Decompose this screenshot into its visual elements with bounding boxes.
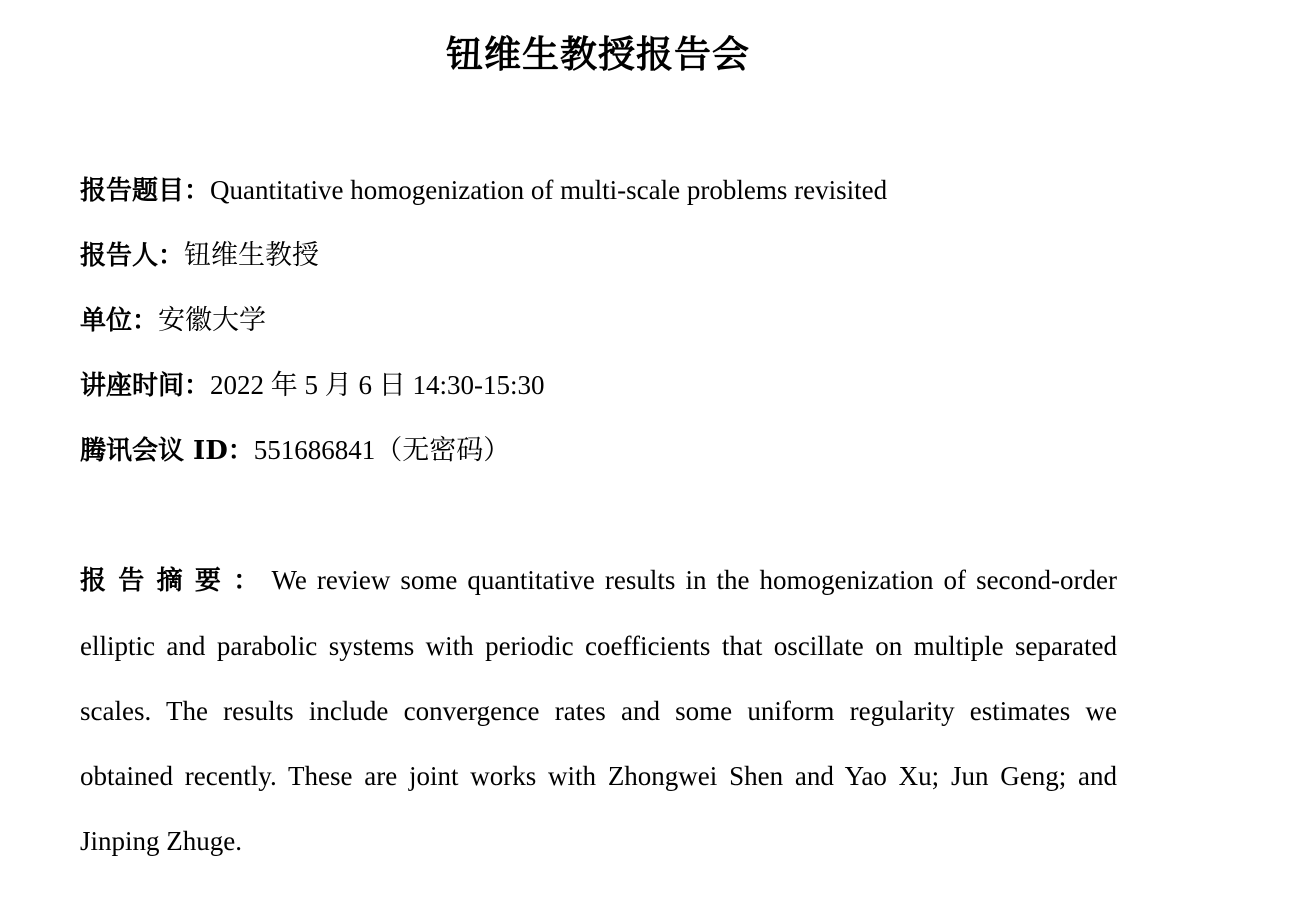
- info-affiliation: [80, 295, 1120, 360]
- time-value: 2022 年 5 月 6 日 14:30-15:30: [210, 370, 545, 400]
- info-speaker: [80, 230, 1120, 295]
- affiliation-label: 单位：: [80, 306, 159, 336]
- info-meeting: [80, 425, 1120, 490]
- abstract-paragraph: [80, 548, 1117, 874]
- topic-label: 报告题目：: [80, 176, 211, 206]
- affiliation-value: 安徽大学: [158, 305, 267, 335]
- abstract-text: We review some quantitative results in the homogenization of second-order elliptic and parabolic systems with periodic coefficients that oscillate on multiple separated scales. The results include convergence rates and some uniform regularity estimates we obtained recently. These are joint works with Zhongwei Shen and Yao Xu; Jun Geng; and Jinping Zhuge.: [80, 565, 1117, 856]
- meeting-label: 腾讯会议 ID：: [80, 436, 254, 466]
- speaker-label: 报告人：: [80, 241, 185, 271]
- meeting-value: 551686841（无密码）: [253, 435, 511, 465]
- abstract-label: 报告摘要：: [80, 566, 272, 596]
- info-section: [80, 165, 1120, 490]
- info-topic: [80, 165, 1120, 230]
- speaker-value: 钮维生教授: [184, 240, 320, 270]
- info-time: [80, 360, 1120, 425]
- page-title: 钮维生教授报告会: [446, 33, 750, 76]
- time-label: 讲座时间：: [80, 371, 211, 401]
- topic-value: Quantitative homogenization of multi-scale problems revisited: [210, 175, 888, 205]
